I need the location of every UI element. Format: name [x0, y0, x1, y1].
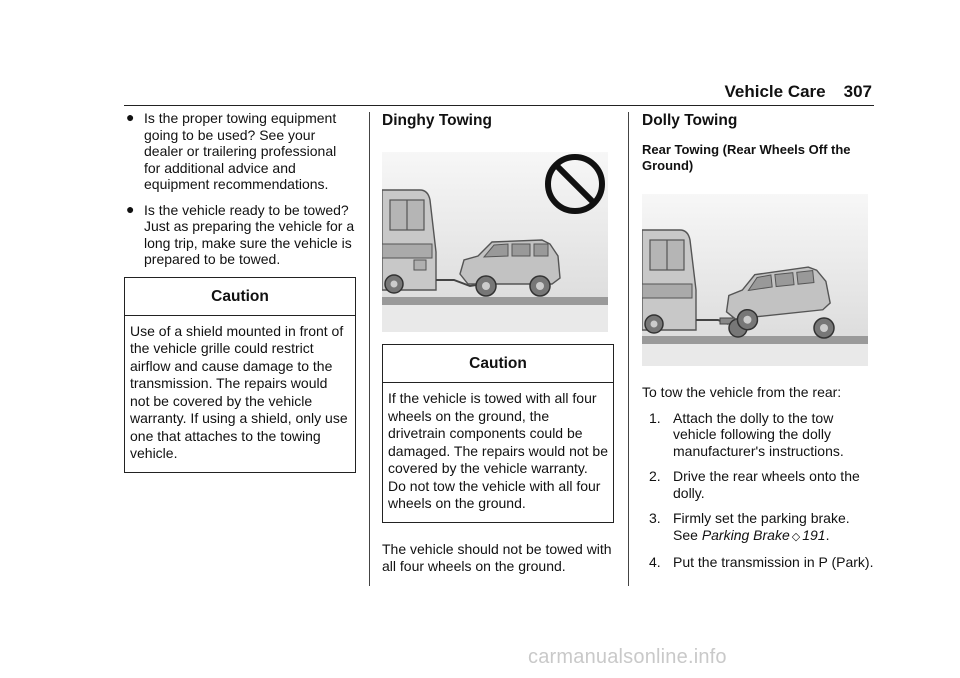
section-title: Dinghy Towing — [382, 112, 492, 129]
list-item — [642, 554, 874, 571]
cross-reference-page[interactable]: 191 — [802, 526, 826, 543]
list-item — [642, 410, 874, 460]
step-text: Drive the rear wheels onto the dolly. — [673, 468, 860, 501]
caution-title: Caution — [125, 278, 355, 316]
bullet-list — [124, 110, 356, 268]
caution-text: If the vehicle is towed with all four wheels on the ground, the drivetrain components could be damaged. The repairs would not be covered by the vehicle warranty. Do not tow the vehicle with all four wheels on the ground. — [388, 390, 608, 511]
list-item — [642, 510, 874, 545]
column-divider — [628, 112, 629, 586]
dolly-towing-image — [642, 194, 868, 366]
dolly-towing-illustration — [642, 194, 874, 366]
see-label: See — [673, 526, 698, 543]
dinghy-towing-illustration — [382, 152, 614, 332]
step-number: 3. — [649, 510, 661, 526]
step-number: 2. — [649, 468, 661, 484]
step-text: Firmly set the parking brake. — [673, 510, 850, 526]
caution-title: Caution — [383, 345, 613, 383]
subsection-title: Rear Towing (Rear Wheels Off the Ground) — [642, 142, 851, 173]
page-header — [725, 82, 873, 102]
bullet-text: Is the vehicle ready to be towed? Just as preparing the vehicle for a long trip, make sure the vehicle is prepared to be towed. — [144, 201, 355, 267]
step-text: Put the transmission in P (Park). — [673, 554, 874, 570]
header-rule — [124, 105, 874, 106]
intro-text: To tow the vehicle from the rear: — [642, 384, 842, 400]
cross-reference-link[interactable]: Parking Brake — [701, 526, 790, 543]
steps-list — [642, 410, 874, 571]
bullet-icon: ● — [126, 109, 135, 125]
sentence-end: . — [825, 526, 830, 543]
list-item — [124, 202, 356, 268]
column-middle — [382, 110, 614, 576]
page-number: 307 — [843, 82, 872, 101]
dinghy-towing-image — [382, 152, 608, 332]
column-right — [642, 110, 874, 580]
caution-box — [124, 277, 356, 473]
paragraph: The vehicle should not be towed with all four wheels on the ground. — [382, 540, 612, 574]
list-item — [642, 468, 874, 501]
section-name: Vehicle Care — [724, 82, 826, 101]
bullet-text: Is the proper towing equipment going to be used? See your dealer or trailering professional for additional advice and equipment recommendations. — [144, 110, 337, 192]
caution-box — [382, 344, 614, 523]
step-number: 4. — [649, 554, 661, 570]
watermark: carmanualsonline.info — [528, 646, 727, 668]
column-divider — [369, 112, 370, 586]
bullet-icon: ● — [126, 200, 135, 217]
caution-text: Use of a shield mounted in front of the vehicle grille could restrict airflow and cause damage to the transmission. The repairs would not be covered by the vehicle warranty. If using a shield, only use one that attaches to the towing vehicle. — [130, 322, 348, 461]
step-text: Attach the dolly to the tow vehicle following the dolly manufacturer's instructions. — [673, 409, 844, 459]
section-title: Dolly Towing — [642, 112, 738, 129]
column-left — [124, 110, 356, 473]
step-number: 1. — [649, 409, 661, 426]
list-item — [124, 110, 356, 193]
page-ref-icon: ◇ — [791, 530, 801, 543]
